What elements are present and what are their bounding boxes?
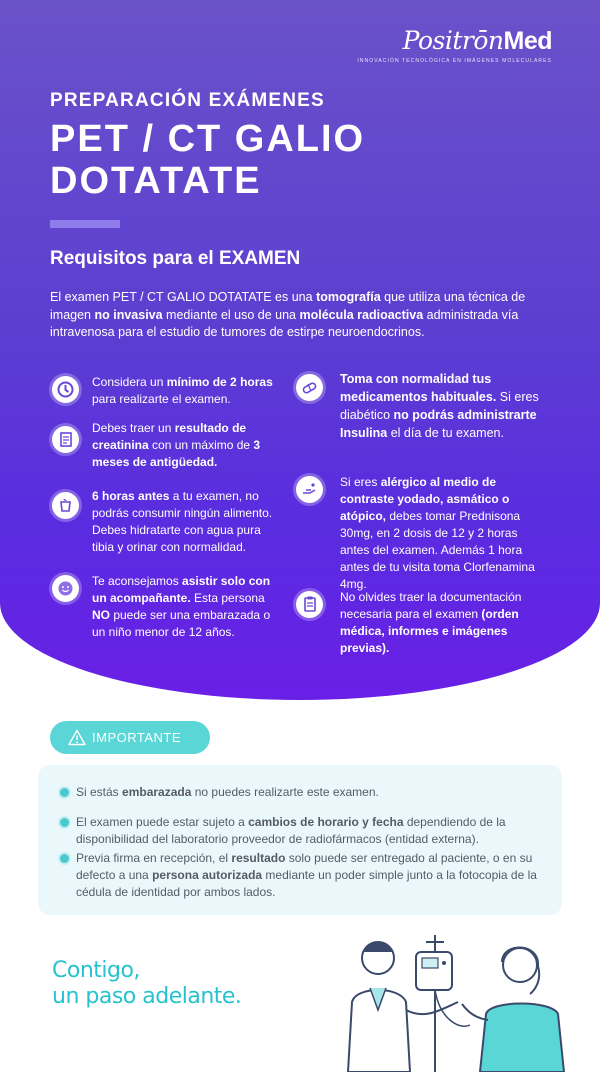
title-divider bbox=[50, 220, 120, 228]
footer-tagline: Contigo, un paso adelante. bbox=[52, 958, 242, 1009]
intro-paragraph: El examen PET / CT GALIO DOTATATE es una tomografía que utiliza una técnica de imagen no invasiva mediante el uso de una molécula radioactiva administrada vía intravenosa para el estudio de tumores de estirpe neuroendocrinos. bbox=[50, 290, 526, 339]
cup-icon bbox=[52, 492, 79, 519]
document-icon bbox=[52, 426, 79, 453]
positronmed-logo: PositrōnMed INNOVACIÓN TECNOLÓGICA EN IMÁGENES MOLECULARES bbox=[357, 26, 552, 64]
clock-icon bbox=[52, 376, 79, 403]
requirement-allergy: Si eres alérgico al medio de contraste yodado, asmático o atópico, debes tomar Prednisona 30mg, en 2 dosis de 12 y 2 horas antes del examen. Además 1 hora antes de tu visita toma Clorfenamina 4mg. bbox=[340, 474, 550, 593]
important-badge: IMPORTANTE bbox=[50, 721, 210, 754]
requirement-documents: No olvides traer la documentación necesaria para el examen (orden médica, informes e imágenes previas). bbox=[340, 589, 560, 657]
bullet-icon bbox=[60, 818, 69, 827]
list-item: Previa firma en recepción, el resultado solo puede ser entregado al paciente, o en su defecto a una persona autorizada mediante un poder simple junto a la fotocopia de la cédula de identidad por ambos lados. bbox=[76, 850, 546, 901]
warning-icon bbox=[68, 729, 86, 746]
logo-tagline: INNOVACIÓN TECNOLÓGICA EN IMÁGENES MOLECULARES bbox=[357, 58, 552, 64]
pill-icon bbox=[296, 374, 323, 401]
list-item: Si estás embarazada no puedes realizarte este examen. bbox=[76, 784, 546, 801]
important-notes bbox=[38, 765, 562, 915]
clipboard-icon bbox=[296, 591, 323, 618]
patient-doctor-illustration bbox=[330, 930, 600, 1072]
list-item: El examen puede estar sujeto a cambios de horario y fecha dependiendo de la disponibilidad del laboratorio proveedor de radiofármacos (entidad externa). bbox=[76, 814, 546, 848]
page-title: PET / CT GALIO DOTATATE bbox=[50, 118, 366, 202]
requirement-fasting: 6 horas antes a tu examen, no podrás consumir ningún alimento. Debes hidratarte con agua pura tibia y orinar con normalidad. bbox=[92, 488, 282, 556]
hand-icon bbox=[296, 476, 323, 503]
requirement-medication: Toma con normalidad tus medicamentos habituales. Si eres diabético no podrás administrarte Insulina el día de tu examen. bbox=[340, 370, 550, 442]
requirement-creatinine: Debes traer un resultado de creatinina con un máximo de 3 meses de antigüedad. bbox=[92, 420, 272, 471]
bullet-icon bbox=[60, 788, 69, 797]
requirement-companion: Te aconsejamos asistir solo con un acompañante. Esta persona NO puede ser una embarazada o un niño menor de 12 años. bbox=[92, 573, 282, 641]
bullet-icon bbox=[60, 854, 69, 863]
requirements-heading: Requisitos para el EXAMEN bbox=[50, 248, 301, 269]
page-kicker: PREPARACIÓN EXÁMENES bbox=[50, 90, 325, 111]
requirement-duration: Considera un mínimo de 2 horas para realizarte el examen. bbox=[92, 374, 292, 408]
smile-icon bbox=[52, 575, 79, 602]
